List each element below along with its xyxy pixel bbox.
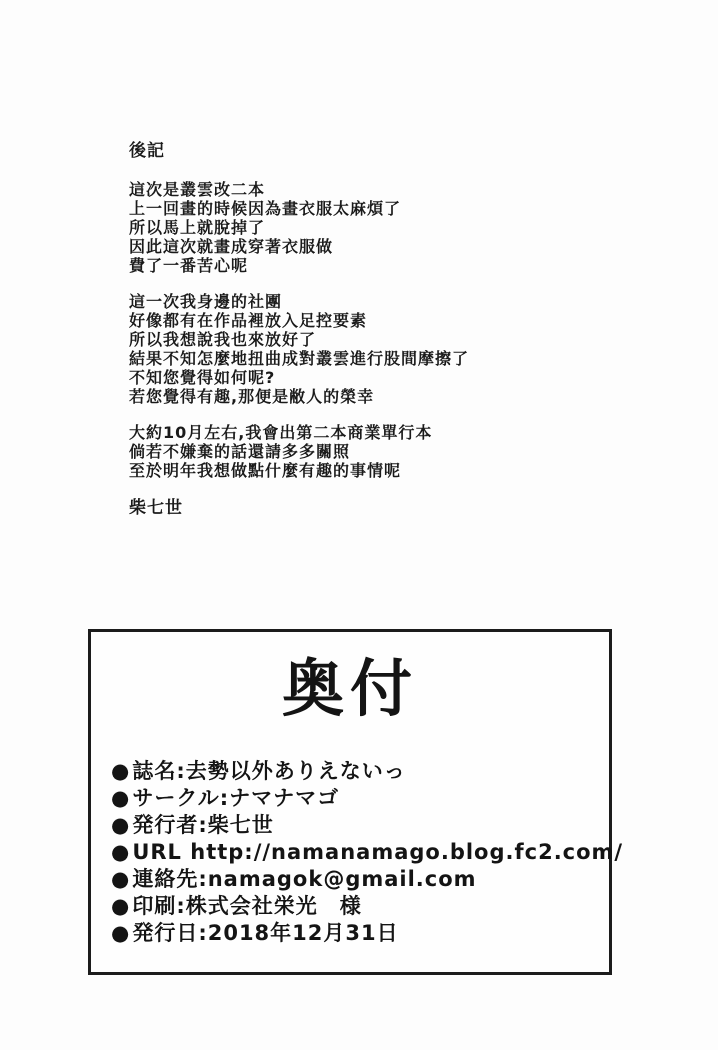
afterword-line: 這次是叢雲改二本	[129, 180, 266, 199]
bullet-icon: ●	[111, 786, 131, 810]
afterword-line: 大約10月左右,我會出第二本商業單行本	[129, 423, 433, 442]
afterword-paragraph-3	[129, 423, 469, 480]
afterword-line: 好像都有在作品裡放入足控要素	[129, 311, 368, 330]
afterword-line: 因此這次就畫成穿著衣服做	[129, 237, 334, 256]
colophon-entry-text: サークル:ナマナマゴ	[132, 786, 340, 810]
bullet-icon: ●	[111, 921, 131, 945]
afterword-line: 倘若不嫌棄的話還請多多關照	[129, 442, 351, 461]
afterword-line: 至於明年我想做點什麼有趣的事情呢	[129, 461, 402, 480]
bullet-icon: ●	[111, 813, 131, 837]
afterword-line: 所以馬上就脫掉了	[129, 218, 266, 237]
afterword-heading: 後記	[129, 141, 165, 161]
afterword-line: 這一次我身邊的社團	[129, 292, 283, 311]
afterword-line: 不知您覺得如何呢?	[129, 368, 276, 387]
colophon-entry-circle	[111, 785, 599, 812]
colophon-title: 奥付	[281, 652, 418, 725]
colophon-entry-text: 連絡先:namagok@gmail.com	[132, 867, 477, 891]
afterword-paragraph-2	[129, 292, 469, 406]
afterword-line: 結果不知怎麼地扭曲成對叢雲進行股間摩擦了	[129, 349, 470, 368]
bullet-icon: ●	[111, 759, 131, 783]
bullet-icon: ●	[111, 867, 131, 891]
colophon-entry-text: 印刷:株式会社栄光 様	[132, 894, 362, 918]
colophon-entry-text: 発行日:2018年12月31日	[132, 921, 399, 945]
afterword-line: 若您覺得有趣,那便是敝人的榮幸	[129, 387, 375, 406]
afterword-section	[129, 142, 469, 518]
colophon-entry-date	[111, 920, 599, 947]
afterword-line: 費了一番苦心呢	[129, 256, 249, 275]
colophon-entry-text: 発行者:柴七世	[132, 813, 274, 837]
bullet-icon: ●	[111, 840, 131, 864]
afterword-paragraph-1	[129, 180, 469, 275]
colophon-entry-title	[111, 758, 599, 785]
colophon-entry-text: URL http://namanamago.blog.fc2.com/	[132, 840, 624, 864]
colophon-entry-publisher	[111, 812, 599, 839]
colophon-entry-contact	[111, 866, 599, 893]
afterword-line: 所以我想說我也來放好了	[129, 330, 317, 349]
colophon-box	[88, 629, 624, 975]
colophon-entries	[111, 758, 624, 947]
bullet-icon: ●	[111, 894, 131, 918]
colophon-entry-printer	[111, 893, 599, 920]
author-signature: 柴七世	[129, 498, 183, 518]
colophon-entry-text: 誌名:去勢以外ありえないっ	[132, 759, 406, 783]
colophon-entry-url	[111, 839, 624, 866]
afterword-line: 上一回畫的時候因為畫衣服太麻煩了	[129, 199, 402, 218]
